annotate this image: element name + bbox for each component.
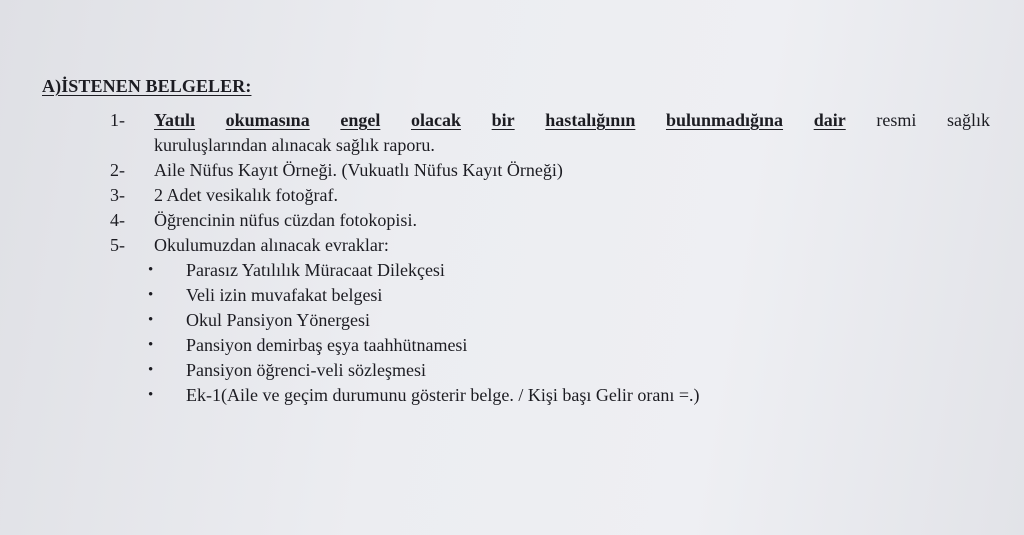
item-number: 4-: [110, 210, 125, 230]
list-item-3: [110, 183, 990, 208]
bullet-item: [110, 283, 990, 308]
word: okumasına: [225, 110, 310, 130]
bullet-dot-icon: •: [148, 312, 154, 328]
word: dair: [813, 110, 846, 130]
list-item-5: [110, 233, 990, 258]
bullet-dot-icon: •: [148, 262, 154, 278]
word: hastalığının: [545, 110, 636, 130]
bullet-dot-icon: •: [148, 387, 154, 403]
list-item-2: [110, 158, 990, 183]
bullet-dot-icon: •: [148, 337, 154, 353]
documents-list: [110, 108, 990, 408]
item-text: Aile Nüfus Kayıt Örneği. (Vukuatlı Nüfus Kayıt Örneği): [154, 160, 563, 180]
word: olacak: [410, 110, 461, 130]
bullet-text: Ek-1(Aile ve geçim durumunu gösterir belge. / Kişi başı Gelir oranı =.): [186, 385, 700, 405]
bullet-item: [110, 258, 990, 283]
bullet-item: [110, 333, 990, 358]
word: resmi: [876, 110, 917, 130]
bullet-item: [110, 308, 990, 333]
item-1-second-line: kuruluşlarından alınacak sağlık raporu.: [154, 135, 435, 155]
word: bir: [491, 110, 515, 130]
bullet-item: [110, 383, 990, 408]
bullet-text: Pansiyon demirbaş eşya taahhütnamesi: [186, 335, 468, 355]
list-item-4: [110, 208, 990, 233]
item-number: 5-: [110, 235, 125, 255]
section-heading: A)İSTENEN BELGELER:: [42, 76, 252, 96]
item-text: Öğrencinin nüfus cüzdan fotokopisi.: [154, 210, 417, 230]
word: Yatılı: [154, 110, 196, 130]
item-1-first-line: [154, 108, 990, 133]
bullet-item: [110, 358, 990, 383]
bullet-text: Veli izin muvafakat belgesi: [186, 285, 383, 305]
item-number: 3-: [110, 185, 125, 205]
bullet-dot-icon: •: [148, 287, 154, 303]
word: bulunmadığına: [665, 110, 784, 130]
item-text: Okulumuzdan alınacak evraklar:: [154, 235, 389, 255]
bullet-text: Parasız Yatılılık Müracaat Dilekçesi: [186, 260, 445, 280]
word: engel: [340, 110, 381, 130]
item-text: 2 Adet vesikalık fotoğraf.: [154, 185, 338, 205]
forms-bullet-list: [110, 258, 990, 408]
bullet-text: Pansiyon öğrenci-veli sözleşmesi: [186, 360, 426, 380]
bullet-text: Okul Pansiyon Yönergesi: [186, 310, 370, 330]
list-item-1: [110, 108, 990, 158]
bullet-dot-icon: •: [148, 362, 154, 378]
item-number: 2-: [110, 160, 125, 180]
item-body: [154, 108, 990, 158]
word: sağlık: [946, 110, 990, 130]
item-number: 1-: [110, 110, 125, 130]
